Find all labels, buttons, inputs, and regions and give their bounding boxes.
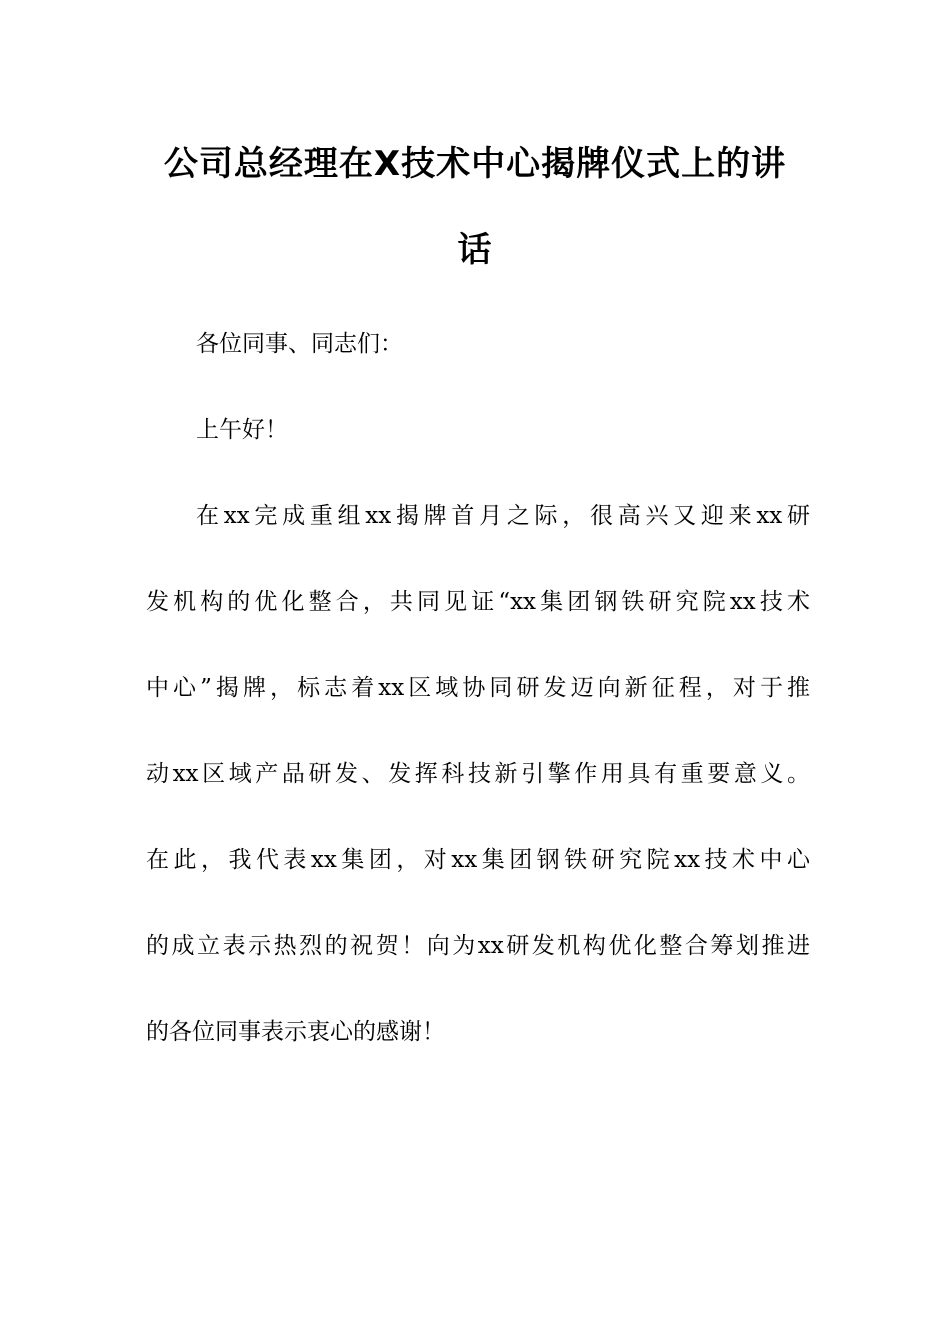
paragraph-line-2: 发机构的优化整合，共同见证“xx集团钢铁研究院xx技术 — [146, 589, 810, 615]
paragraph-line-6: 的成立表示热烈的祝贺！向为xx研发机构优化整合筹划推进 — [146, 933, 810, 959]
document-title-line-1: 公司总经理在X技术中心揭牌仪式上的讲 — [163, 144, 787, 184]
paragraph-line-7: 的各位同事表示衷心的感谢！ — [146, 1019, 445, 1045]
paragraph-line-3: 中心”揭牌，标志着xx区域协同研发迈向新征程，对于推 — [146, 675, 810, 701]
salutation: 各位同事、同志们： — [196, 331, 403, 357]
paragraph-line-5: 在此，我代表xx集团，对xx集团钢铁研究院xx技术中心 — [146, 847, 810, 873]
paragraph-line-4: 动xx区域产品研发、发挥科技新引擎作用具有重要意义。 — [146, 761, 810, 787]
paragraph-line-1: 在xx完成重组xx揭牌首月之际，很高兴又迎来xx研 — [196, 503, 810, 529]
document-title-line-2: 话 — [457, 230, 493, 270]
greeting: 上午好！ — [196, 417, 288, 443]
